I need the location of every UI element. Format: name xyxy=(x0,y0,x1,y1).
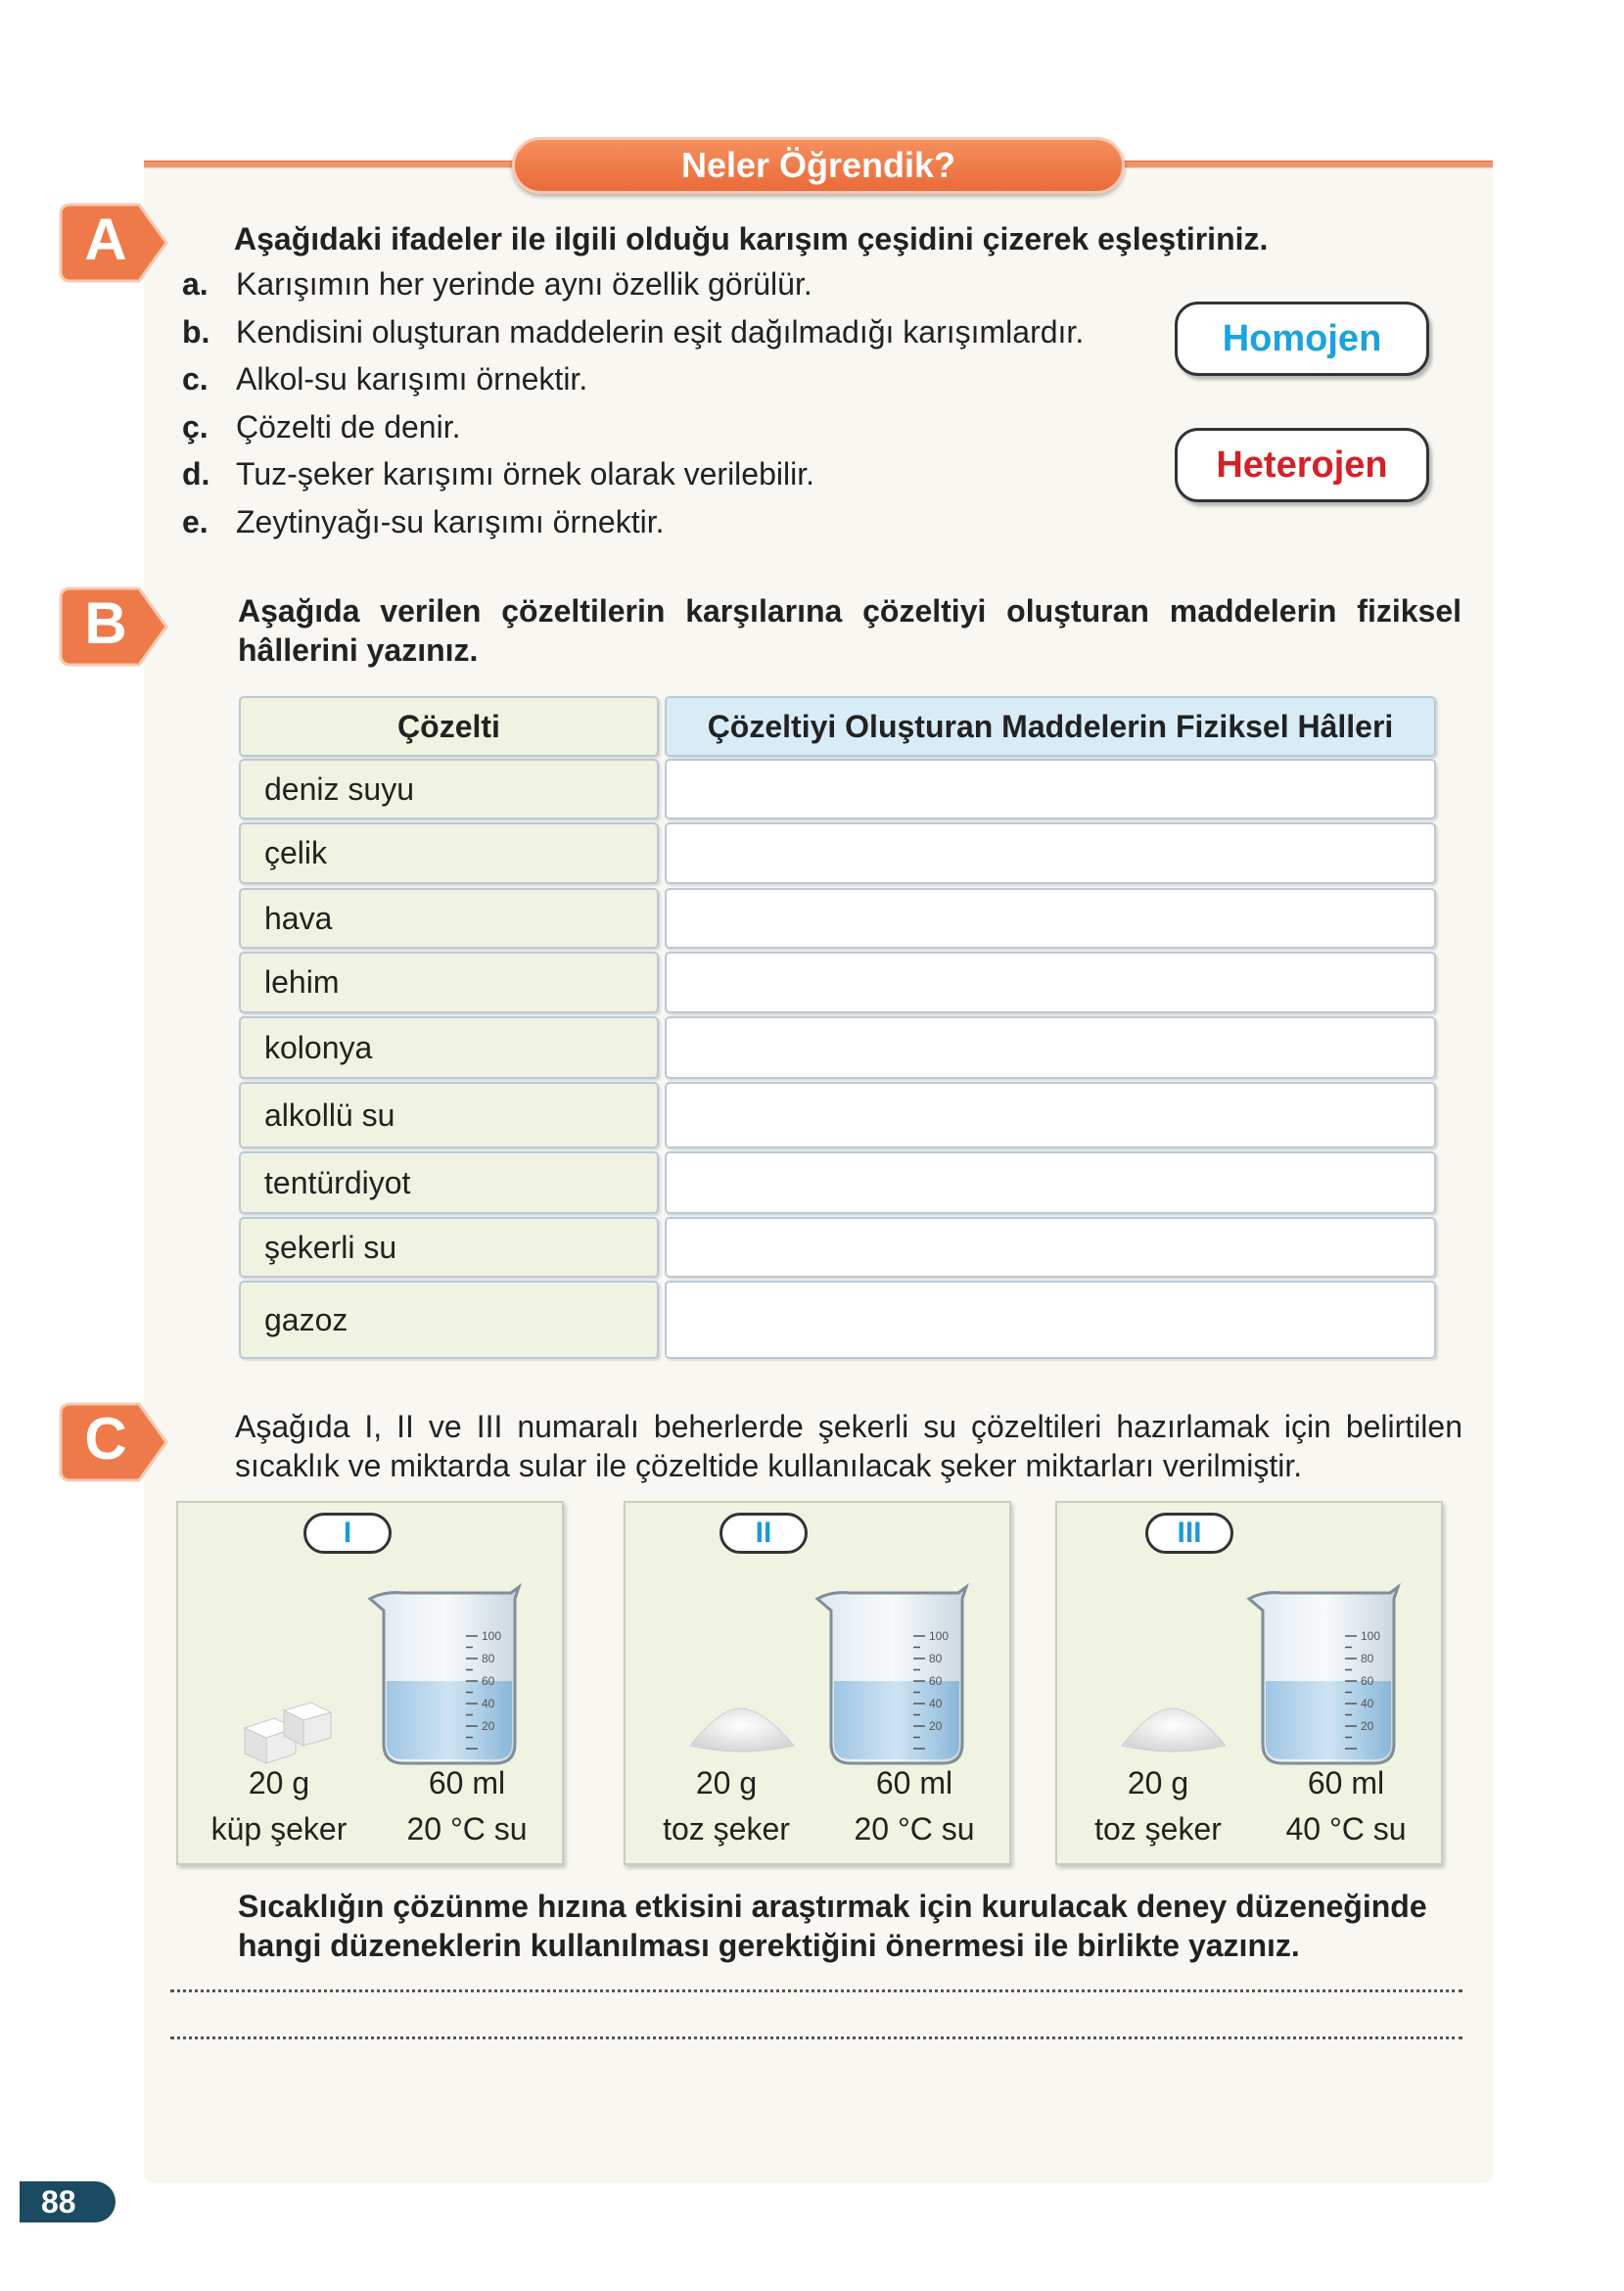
page-number: 88 xyxy=(20,2181,116,2222)
water-temperature: 40 °C su xyxy=(1285,1811,1407,1847)
svg-text:80: 80 xyxy=(929,1652,943,1665)
title-rule-right xyxy=(1121,161,1493,168)
homojen-choice-box[interactable] xyxy=(1175,302,1429,376)
statement-item xyxy=(182,359,587,398)
statement-letter: e. xyxy=(182,503,209,539)
sugar-type: toz şeker xyxy=(1094,1811,1222,1847)
svg-text:100: 100 xyxy=(1361,1629,1381,1643)
answer-line-1[interactable] xyxy=(170,1989,1462,1992)
physical-state-answer-cell[interactable] xyxy=(665,1016,1436,1079)
physical-state-answer-cell[interactable] xyxy=(665,1281,1436,1359)
setup-numeral: III xyxy=(1145,1513,1233,1554)
section-b-instruction: Aşağıda verilen çözeltilerin karşılarına çözeltiyi oluşturan maddelerin fiziksel hâllerini yazınız. xyxy=(238,593,1462,668)
svg-text:100: 100 xyxy=(929,1629,950,1643)
solution-name-cell: çelik xyxy=(239,822,659,884)
statement-item xyxy=(182,407,460,446)
statement-letter: c. xyxy=(182,361,209,397)
svg-text:100: 100 xyxy=(482,1629,502,1643)
solution-name-cell: hava xyxy=(239,888,659,949)
statement-letter: d. xyxy=(182,456,210,491)
table-header-solution: Çözelti xyxy=(239,696,659,757)
statement-item xyxy=(182,454,814,493)
physical-state-answer-cell[interactable] xyxy=(665,822,1436,884)
statement-item xyxy=(182,502,664,541)
svg-text:40: 40 xyxy=(1361,1697,1374,1710)
water-amount: 60 ml xyxy=(1307,1765,1385,1800)
beaker-icon xyxy=(1243,1579,1410,1780)
water-temperature: 20 °C su xyxy=(406,1811,528,1847)
sugar-amount: 20 g xyxy=(1127,1765,1189,1800)
statement-letter: b. xyxy=(182,313,210,350)
title-rule-left xyxy=(144,161,516,168)
water-amount: 60 ml xyxy=(875,1765,953,1800)
physical-state-answer-cell[interactable] xyxy=(665,1151,1436,1214)
sugar-amount: 20 g xyxy=(248,1765,310,1800)
svg-text:20: 20 xyxy=(482,1719,495,1733)
heterojen-label: Heterojen xyxy=(1216,444,1388,486)
statement-text: Çözelti de denir. xyxy=(236,408,461,444)
beaker-setup-3 xyxy=(1055,1501,1443,1865)
water-temperature: 20 °C su xyxy=(854,1811,975,1847)
solution-name-cell: alkollü su xyxy=(239,1082,659,1148)
beaker-icon xyxy=(812,1579,978,1780)
statement-text: Tuz-şeker karışımı örnek olarak verilebilir. xyxy=(236,456,814,491)
statement-item xyxy=(182,312,1084,351)
svg-text:20: 20 xyxy=(929,1719,943,1733)
setup-numeral: II xyxy=(719,1513,808,1554)
water-amount: 60 ml xyxy=(428,1765,506,1800)
sugar-type: toz şeker xyxy=(663,1811,790,1847)
answer-line-2[interactable] xyxy=(170,2036,1462,2039)
section-c-question: Sıcaklığın çözünme hızına etkisini araştırmak için kurulacak deney düzeneğinde hangi düzeneklerin kullanılması gerektiğini önermesi ile birlikte yazınız. xyxy=(238,1889,1427,1963)
table-header-states: Çözeltiyi Oluşturan Maddelerin Fiziksel Hâlleri xyxy=(665,696,1436,757)
physical-state-answer-cell[interactable] xyxy=(665,1217,1436,1278)
solution-name-cell: kolonya xyxy=(239,1016,659,1079)
section-a-instruction: Aşağıdaki ifadeler ile ilgili olduğu karışım çeşidini çizerek eşleştiriniz. xyxy=(234,221,1269,257)
setup-numeral: I xyxy=(303,1513,392,1554)
svg-text:60: 60 xyxy=(929,1674,943,1688)
page-title: Neler Öğrendik? xyxy=(512,137,1125,194)
solution-name-cell: gazoz xyxy=(239,1281,659,1359)
homojen-label: Homojen xyxy=(1222,318,1382,359)
solution-name-cell: tentürdiyot xyxy=(239,1151,659,1214)
sugar-amount: 20 g xyxy=(695,1765,758,1800)
physical-state-answer-cell[interactable] xyxy=(665,952,1436,1013)
solution-name-cell: şekerli su xyxy=(239,1217,659,1278)
svg-text:40: 40 xyxy=(929,1697,943,1710)
svg-text:80: 80 xyxy=(482,1652,495,1665)
statement-text: Kendisini oluşturan maddelerin eşit dağılmadığı karışımlardır. xyxy=(236,313,1085,350)
section-b-badge: B xyxy=(57,584,164,663)
statement-letter: a. xyxy=(182,266,209,302)
physical-state-answer-cell[interactable] xyxy=(665,888,1436,949)
sugar-type: küp şeker xyxy=(210,1811,348,1847)
section-a-badge: A xyxy=(57,201,164,279)
beaker-setup-1 xyxy=(176,1501,564,1865)
statement-letter: ç. xyxy=(182,408,209,444)
svg-text:40: 40 xyxy=(482,1697,495,1710)
section-c-badge: C xyxy=(57,1400,164,1478)
statement-text: Zeytinyağı-su karışımı örnektir. xyxy=(236,503,665,539)
svg-text:80: 80 xyxy=(1361,1652,1374,1665)
beaker-setup-2 xyxy=(624,1501,1011,1865)
heterojen-choice-box[interactable] xyxy=(1175,428,1429,502)
section-c-instruction: Aşağıda I, II ve III numaralı beherlerde şekerli su çözeltileri hazırlamak için belirtilen sıcaklık ve miktarda sular ile çözeltide kullanılacak şeker miktarları verilmiştir. xyxy=(235,1409,1462,1483)
physical-state-answer-cell[interactable] xyxy=(665,1082,1436,1148)
svg-text:20: 20 xyxy=(1361,1719,1374,1733)
physical-state-answer-cell[interactable] xyxy=(665,759,1436,819)
svg-text:60: 60 xyxy=(482,1674,495,1688)
solution-name-cell: lehim xyxy=(239,952,659,1013)
statement-text: Alkol-su karışımı örnektir. xyxy=(236,361,588,397)
statement-item xyxy=(182,264,812,304)
solution-name-cell: deniz suyu xyxy=(239,759,659,819)
beaker-icon xyxy=(364,1579,531,1780)
svg-text:60: 60 xyxy=(1361,1674,1374,1688)
statement-text: Karışımın her yerinde aynı özellik görülür. xyxy=(236,266,812,302)
